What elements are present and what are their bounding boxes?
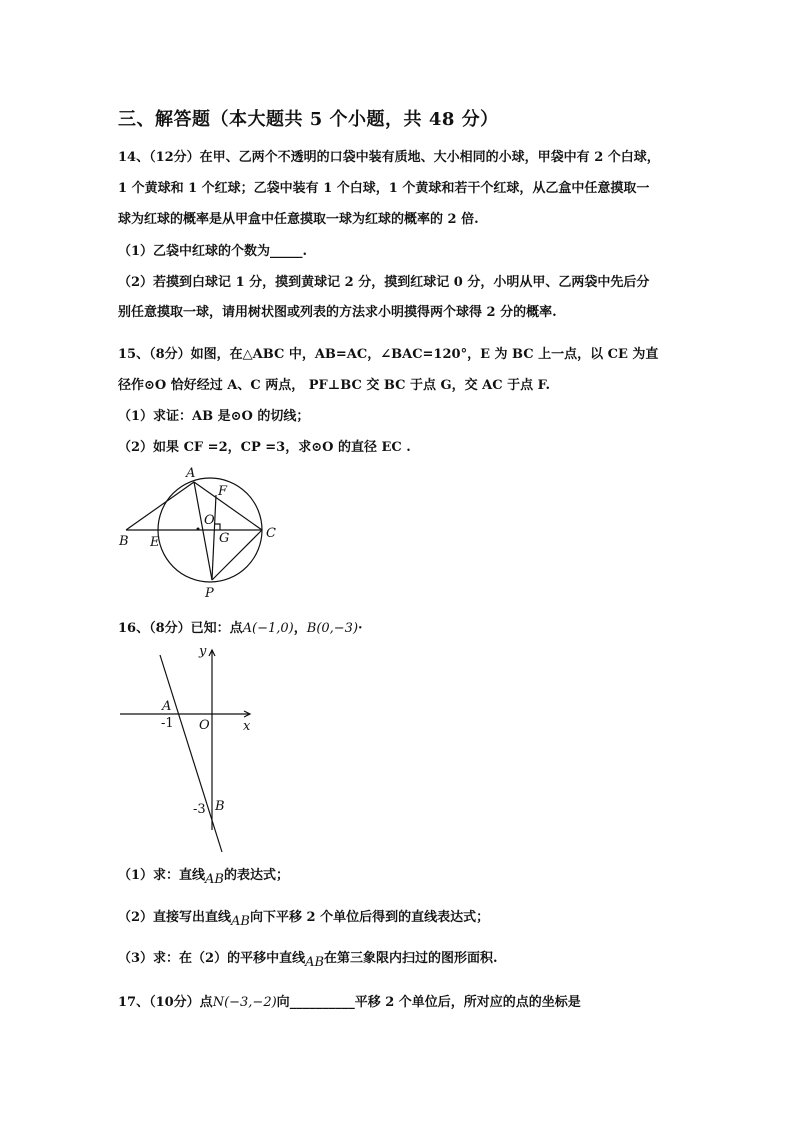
q16-part1 bbox=[118, 864, 290, 887]
label-g: G bbox=[219, 531, 230, 546]
q15-part1: （1）求证：AB 是⊙O 的切线； bbox=[118, 409, 310, 424]
q16-part2 bbox=[118, 906, 490, 929]
q17-mid: 向 bbox=[276, 995, 290, 1010]
line-ab bbox=[160, 655, 222, 852]
label-neg1: -1 bbox=[161, 716, 174, 731]
q16-part1-post: 的表达式； bbox=[224, 868, 290, 883]
q15-line1: 15、（8分）如图，在△ABC 中，AB=AC，∠BAC=120°，E 为 BC 上一点，以 CE 为直 bbox=[118, 347, 659, 362]
q14-part2-line1: （2）若摸到白球记 1 分，摸到黄球记 2 分，摸到红球记 0 分，小明从甲、乙两袋中先后分 bbox=[118, 275, 650, 290]
q16-part2-ab: AB bbox=[231, 914, 250, 929]
label-point-b: B bbox=[215, 799, 225, 814]
q15-part2: （2）如果 CF =2，CP =3，求⊙O 的直径 EC . bbox=[118, 440, 411, 455]
q14-line1: 14、（12分）在甲、乙两个不透明的口袋中装有质地、大小相同的小球，甲袋中有 2 个白球， bbox=[118, 150, 660, 165]
q14-line2: 1 个黄球和 1 个红球；乙袋中装有 1 个白球，1 个黄球和若干个红球，从乙盒中任意摸取一 bbox=[118, 181, 650, 196]
q16-part1-pre: （1）求：直线 bbox=[118, 868, 206, 883]
label-c: C bbox=[266, 526, 276, 541]
label-origin: O bbox=[199, 718, 210, 733]
q14-part2-line2: 别任意摸取一球，请用树状图或列表的方法求小明摸得两个球得 2 分的概率. bbox=[118, 305, 557, 320]
label-y: y bbox=[199, 644, 207, 659]
q16-part1-ab: AB bbox=[205, 872, 224, 887]
label-a: A bbox=[186, 466, 196, 481]
label-point-a: A bbox=[162, 699, 172, 714]
q16-sep: ， bbox=[293, 621, 307, 636]
q14-line3: 球为红球的概率是从甲盒中任意摸取一球为红球的概率的 2 倍. bbox=[118, 212, 479, 227]
q16-end: · bbox=[358, 621, 363, 636]
q17-line bbox=[118, 991, 581, 1010]
label-b: B bbox=[119, 534, 129, 549]
q16-part3-ab: AB bbox=[305, 955, 325, 970]
q14-part1: （1）乙袋中红球的个数为_____. bbox=[118, 244, 308, 259]
q16-part3-pre: （3）求：在（2）的平移中直线 bbox=[118, 951, 306, 966]
label-o: O bbox=[204, 513, 215, 528]
label-f: F bbox=[218, 484, 228, 499]
q16-part2-post: 向下平移 2 个单位后得到的直线表达式； bbox=[250, 910, 490, 925]
q16-part2-pre: （2）直接写出直线 bbox=[118, 910, 232, 925]
q16-point-b: B(0,−3) bbox=[306, 621, 359, 636]
q16-part3 bbox=[118, 947, 498, 970]
q16-point-a: A(−1,0) bbox=[242, 621, 294, 636]
q17-pre: 17、（10分）点 bbox=[118, 995, 213, 1010]
q17-point: N(−3,−2) bbox=[212, 995, 277, 1010]
q17-blank[interactable]: __________ bbox=[289, 995, 355, 1010]
section-heading: 三、解答题（本大题共 5 个小题，共 48 分） bbox=[118, 109, 499, 130]
q16-part3-post: 在第三象限内扫过的图形面积. bbox=[324, 951, 498, 966]
q15-line2: 径作⊙O 恰好经过 A、C 两点， PF⊥BC 交 BC 于点 G，交 AC 于点 F. bbox=[118, 378, 551, 393]
label-p: P bbox=[205, 586, 214, 601]
q17-post: 平移 2 个单位后，所对应的点的坐标是 bbox=[354, 995, 581, 1010]
label-x: x bbox=[243, 719, 251, 734]
label-e: E bbox=[150, 535, 160, 550]
q16-intro: 16、（8分）已知：点 bbox=[118, 621, 243, 636]
label-neg3: -3 bbox=[193, 802, 206, 817]
